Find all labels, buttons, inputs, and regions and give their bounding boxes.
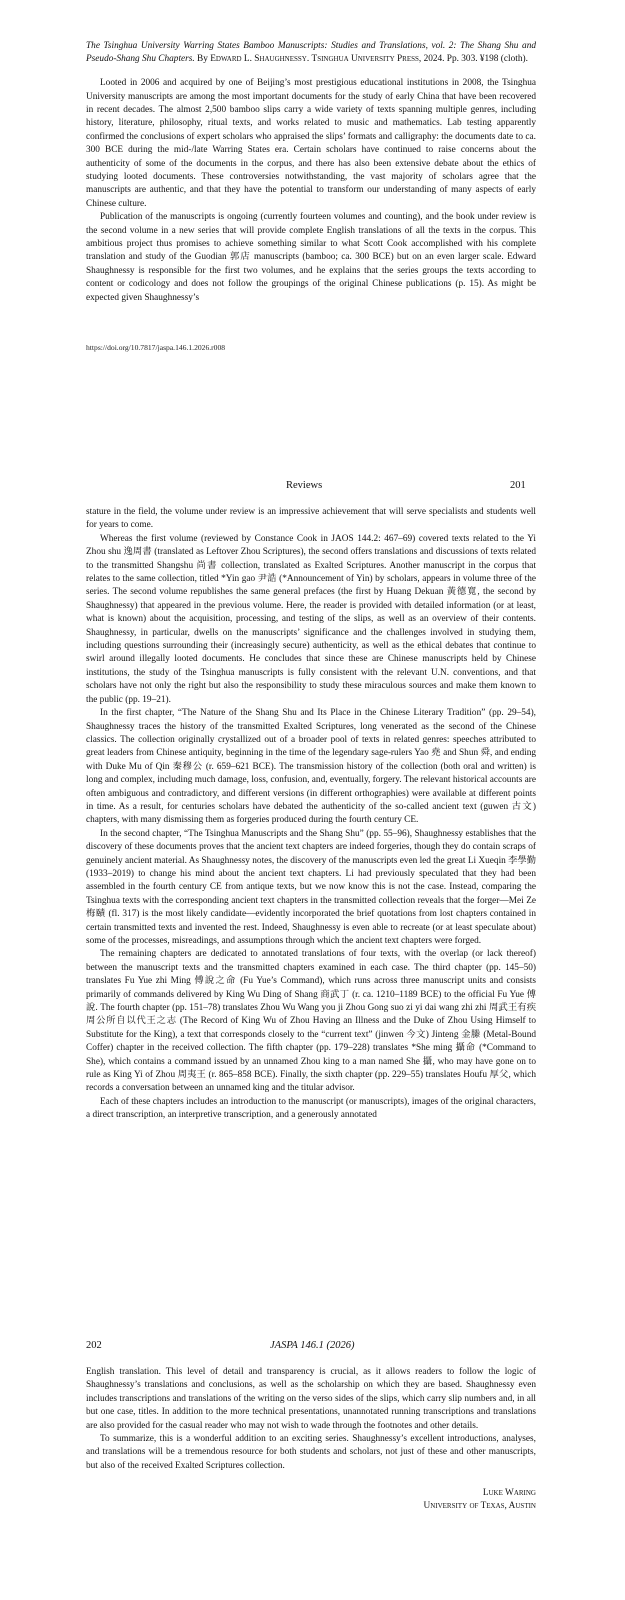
doi-link[interactable]: https://doi.org/10.7817/jaspa.146.1.2026.r008 [86,343,226,353]
by-word: By [197,53,208,64]
book-title: The Tsinghua University Warring States Bamboo Manuscripts: Studies and Translations, vol. 2: The Shang Shu and Pseudo-Shang Shu Chapters. [86,41,536,64]
body-paragraph: Looted in 2006 and acquired by one of Beijing’s most prestigious educational institutions in 2008, the Tsinghua University manuscripts are among the most important documents for the study of early China that have been recovered in recent decades. The almost 2,500 bamboo slips carry a wide variety of texts spanning multiple genres, including history, literature, philosophy, ritual texts, and works related to music and mathematics. Lab testing apparently confirmed the conclusions of expert scholars who appraised the slips’ formats and calligraphy: the documents date to ca. 300 BCE during the mid-/late Warring States era. Certain scholars have continued to raise concerns about the authenticity of some of the documents in the corpus, and there has also been extensive debate about the ethics of studying looted documents. These controversies notwithstanding, the vast majority of scholars agree that the manuscripts are authentic, and that they have the potential to transform our understanding of many aspects of early Chinese culture. [86,78,536,209]
book-author: Edward L. Shaughnessy. [210,53,310,64]
body-paragraph: Publication of the manuscripts is ongoing (currently fourteen volumes and counting), and the book under review is the second volume in a new series that will provide complete English translations of all the texts in the corpus. This ambitious project thus promises to achieve something similar to what Scott Cook accomplished with his complete translation and study of the Guodian 郭店 manuscripts (bamboo; ca. 300 BCE) but on an even larger scale. Edward Shaughnessy is responsible for the first two volumes, and he explains that the series groups the texts according to content or codicology and does not follow the groupings of the original Chinese publications (p. 15). As might be expected given Shaughnessy’s [86,212,536,303]
body-paragraph: In the first chapter, “The Nature of the Shang Shu and Its Place in the Chinese Literary Tradition” (pp. 29–54), Shaughnessy traces the history of the transmitted Exalted Scriptures, long venerated as the second of the Chinese classics. The collection originally crystallized out of a broader pool of texts in related genres: speeches attributed to great leaders from Chinese antiquity, beginning in the time of the legendary sage-rulers Yao 堯 and Shun 舜, and ending with Duke Mu of Qin 秦穆公 (r. 659–621 BCE). The transmission history of the collection (both oral and written) is long and complex, including much damage, loss, confusion, and, eventually, forgery. The relevant historical accounts are often ambiguous and contradictory, and different versions (in different orthographies) were available at different points in time. As a result, for centuries scholars have debated the authenticity of the so-called ancient text (guwen 古文) chapters, with many dismissing them as forgeries produced during the fourth century CE. [86,708,536,826]
body-paragraph: Each of these chapters includes an introduction to the manuscript (or manuscripts), images of the original characters, a direct transcription, an interpretive transcription, and a generously annotated [86,1096,536,1121]
page-2 [0,470,625,1180]
body-paragraph: The remaining chapters are dedicated to annotated translations of four texts, with the overlap (or lack thereof) between the manuscript texts and the transmitted chapters examined in each case. The third chapter (pp. 145–50) translates Fu Yue zhi Ming 傅說之命 (Fu Yue’s Command), which runs across three manuscript units and consists primarily of commands delivered by King Wu Ding of Shang 商武丁 (r. ca. 1210–1189 BCE) to the official Fu Yue 傅說. The fourth chapter (pp. 151–78) translates Zhou Wu Wang you ji Zhou Gong suo zi yi dai wang zhi zhi 周武王有疾周公所自以代王之志 (The Record of King Wu of Zhou Having an Illness and the Duke of Zhou Using Himself to Substitute for the King), a text that corresponds closely to the “current text” (jinwen 今文) Jinteng 金縢 (Metal-Bound Coffer) chapter in the received collection. The fifth chapter (pp. 179–228) translates *She ming 攝命 (*Command to She), which contains a command issued by an unnamed Zhou king to a man named She 攝, who may have gone on to rule as King Yi of Zhou 周夷王 (r. 865–858 BCE). Finally, the sixth chapter (pp. 229–55) translates Houfu 厚父, which records a conversation between an unnamed king and the titular advisor. [86,949,536,1094]
reviewer-affiliation: University of Texas, Austin [423,1500,536,1511]
running-header-title: Reviews [286,480,323,491]
body-paragraph: To summarize, this is a wonderful addition to an exciting series. Shaughnessy’s excellent introductions, analyses, and translations will be a tremendous resource for both students and scholars, not just of these and other manuscripts, but also of the received Exalted Scriptures collection. [86,1434,536,1471]
page-number: 201 [510,480,526,491]
reviewer-name: Luke Waring [482,1488,536,1499]
page-number: 202 [86,1340,102,1351]
running-header-journal: JASPA 146.1 (2026) [270,1340,355,1351]
body-paragraph: stature in the field, the volume under review is an impressive achievement that will serve specialists and students well for years to come. [86,507,536,531]
bibliography-entry [86,40,536,65]
body-paragraph: In the second chapter, “The Tsinghua Manuscripts and the Shang Shu” (pp. 55–96), Shaughnessy establishes that the discovery of these documents proves that the ancient text chapters are indeed forgeries, though they do contain scraps of genuinely ancient material. As Shaughnessy notes, the discovery of the manuscripts even led the great Li Xueqin 李學勤 (1933–2019) to change his mind about the ancient text chapters. Li had previously speculated that they had been assembled in the fourth century CE from antique texts, but we now know this is not the case. Instead, comparing the Tsinghua texts with the corresponding ancient text chapters in the transmitted collection reveals that the forger—Mei Ze 梅賾 (fl. 317) is the most likely candidate—evidently incorporated the brief quotations from lost chapters contained in certain transmitted texts and invented the rest. Indeed, Shaughnessy is even able to recreate (or at least speculate about) some of the processes, misreadings, and assumptions through which the ancient text chapters were forged. [86,828,537,946]
page-3 [0,1330,625,1600]
book-details: 2024. Pp. 303. ¥198 (cloth). [423,53,528,64]
body-paragraph: English translation. This level of detail and transparency is crucial, as it allows readers to follow the logic of Shaughnessy’s translations and conclusions, as well as the scholarship on which they are based. Shaughnessy even includes transcriptions and translations of the writing on the verso sides of the slips, which carry slip numbers and, in all but one case, titles. In addition to the more technical presentations, unannotated running transcriptions and translations are also provided for the casual reader who may not wish to wade through the footnotes and other details. [86,1367,536,1431]
book-publisher: Tsinghua University Press, [311,53,422,64]
page-1 [0,0,625,420]
body-paragraph: Whereas the first volume (reviewed by Constance Cook in JAOS 144.2: 467–69) covered texts related to the Yi Zhou shu 逸周書 (translated as Leftover Zhou Scriptures), the second offers translations and discussions of texts related to the transmitted Shangshu 尚書 collection, translated as Exalted Scriptures. Another manuscript in the corpus that relates to the same collection, titled *Yin gao 尹誥 (*Announcement of Yin) by scholars, appears in volume three of the series. The second volume republishes the same general prefaces (the first by Huang Dekuan 黃德寬, the second by Shaughnessy) that appeared in the previous volume. Here, the reader is provided with detailed information (or at least, what is known) about the acquisition, processing, and testing of the slips, as well as an overview of their contents. Shaughnessy, in particular, dwells on the manuscripts’ significance and the challenges involved in studying them, including questions surrounding their (increasingly secure) authenticity, as well as the ethical debates that continue to swirl around illegally looted documents. He concludes that since these are Chinese manuscripts held by Chinese institutions, the study of the Tsinghua manuscripts is fully consistent with the relevant U.N. conventions, and that scholars have not only the right but also the responsibility to study these miraculous sources and make them known to the public (pp. 19–21). [86,533,536,705]
signature-block [86,1487,536,1512]
